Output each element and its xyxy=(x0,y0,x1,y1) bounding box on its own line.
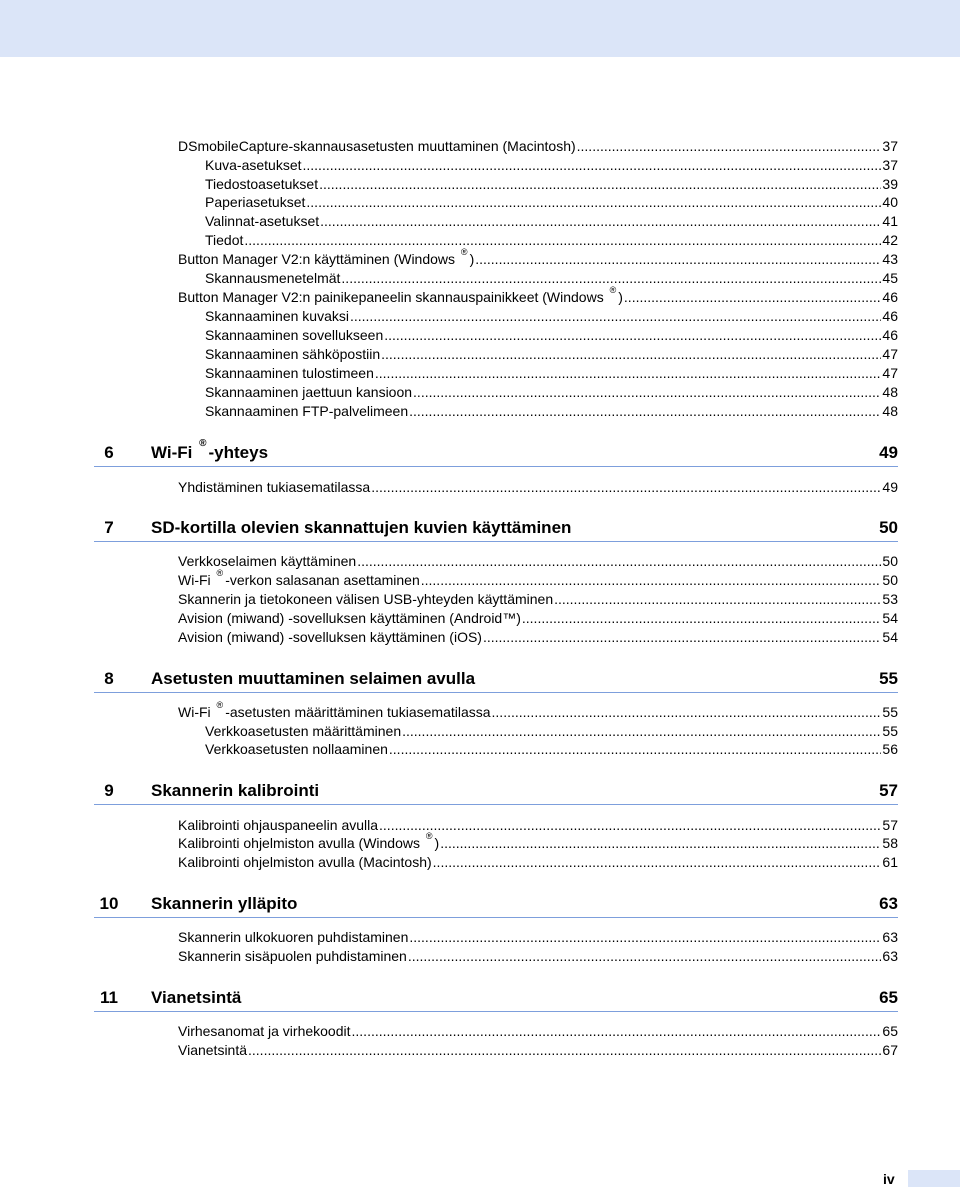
registered-mark: ® xyxy=(609,285,617,295)
chapter-heading[interactable]: 8 Asetusten muuttaminen selaimen avulla 55 xyxy=(94,666,898,693)
toc-entry[interactable]: Virhesanomat ja virhekoodit ..... 65 xyxy=(178,1022,898,1040)
toc-entry[interactable]: Skannaaminen kuvaksi ..... 46 xyxy=(205,307,898,325)
chapter-heading[interactable]: 11 Vianetsintä 65 xyxy=(94,985,898,1012)
toc-entry[interactable]: Skannaaminen FTP-palvelimeen ..... 48 xyxy=(205,402,898,420)
page-number-tab xyxy=(908,1170,960,1187)
registered-mark: ® xyxy=(460,247,468,257)
toc-entry[interactable]: Avision (miwand) -sovelluksen käyttäminen (Android™) ..... 54 xyxy=(178,609,898,627)
toc-entry[interactable]: Wi-Fi ® -asetusten määrittäminen tukiasematilassa ..... 55 xyxy=(178,703,898,721)
toc-entry[interactable]: Vianetsintä ..... 67 xyxy=(178,1041,898,1059)
toc-entry[interactable]: Skannerin ja tietokoneen välisen USB-yhteyden käyttäminen ..... 53 xyxy=(178,590,898,608)
toc-entry[interactable]: Kalibrointi ohjelmiston avulla (Macintosh) ..... 61 xyxy=(178,853,898,871)
page-number: iv xyxy=(883,1171,895,1187)
toc-entry[interactable]: Avision (miwand) -sovelluksen käyttäminen (iOS) ..... 54 xyxy=(178,628,898,646)
registered-mark: ® xyxy=(199,438,207,449)
toc-entry[interactable]: DSmobileCapture-skannausasetusten muuttaminen (Macintosh) ..... 37 xyxy=(178,137,898,155)
registered-mark: ® xyxy=(216,568,224,578)
toc-entry[interactable]: Kalibrointi ohjauspaneelin avulla ..... 57 xyxy=(178,816,898,834)
toc-entry[interactable]: Skannaaminen tulostimeen ..... 47 xyxy=(205,364,898,382)
toc-entry[interactable]: Verkkoasetusten nollaaminen ..... 56 xyxy=(205,740,898,758)
toc-entry[interactable]: Paperiasetukset ..... 40 xyxy=(205,193,898,211)
toc-entry[interactable]: Skannausmenetelmät ..... 45 xyxy=(205,269,898,287)
toc-entry[interactable]: Skannerin ulkokuoren puhdistaminen ..... 63 xyxy=(178,928,898,946)
chapter-heading[interactable]: 10 Skannerin ylläpito 63 xyxy=(94,891,898,918)
toc-entry[interactable]: Skannerin sisäpuolen puhdistaminen ..... 63 xyxy=(178,947,898,965)
registered-mark: ® xyxy=(425,831,433,841)
chapter-heading[interactable]: 7 SD-kortilla olevien skannattujen kuvien käyttäminen 50 xyxy=(94,515,898,542)
toc-entry[interactable]: Tiedot ..... 42 xyxy=(205,231,898,249)
toc-entry[interactable]: Tiedostoasetukset ..... 39 xyxy=(205,175,898,193)
toc-entry[interactable]: Kalibrointi ohjelmiston avulla (Windows ® ) ..... 58 xyxy=(178,834,898,852)
toc-entry[interactable]: Skannaaminen jaettuun kansioon ..... 48 xyxy=(205,383,898,401)
registered-mark: ® xyxy=(216,700,224,710)
chapter-heading[interactable]: 6 Wi-Fi ® -yhteys 49 xyxy=(94,440,898,467)
toc-entry[interactable]: Wi-Fi ® -verkon salasanan asettaminen ..... 50 xyxy=(178,571,898,589)
chapter-heading[interactable]: 9 Skannerin kalibrointi 57 xyxy=(94,778,898,805)
toc-entry[interactable]: Kuva-asetukset ..... 37 xyxy=(205,156,898,174)
toc-entry[interactable]: Skannaaminen sovellukseen ..... 46 xyxy=(205,326,898,344)
toc-entry[interactable]: Button Manager V2:n käyttäminen (Windows ® ) ..... 43 xyxy=(178,250,898,268)
toc-entry[interactable]: Verkkoasetusten määrittäminen ..... 55 xyxy=(205,722,898,740)
toc-entry[interactable]: Skannaaminen sähköpostiin ..... 47 xyxy=(205,345,898,363)
toc-entry[interactable]: Verkkoselaimen käyttäminen ..... 50 xyxy=(178,552,898,570)
header-band xyxy=(0,0,960,57)
toc-entry[interactable]: Valinnat-asetukset ..... 41 xyxy=(205,212,898,230)
toc-entry[interactable]: Yhdistäminen tukiasematilassa ..... 49 xyxy=(178,478,898,496)
toc-entry[interactable]: Button Manager V2:n painikepaneelin skannauspainikkeet (Windows ® ) ..... 46 xyxy=(178,288,898,306)
